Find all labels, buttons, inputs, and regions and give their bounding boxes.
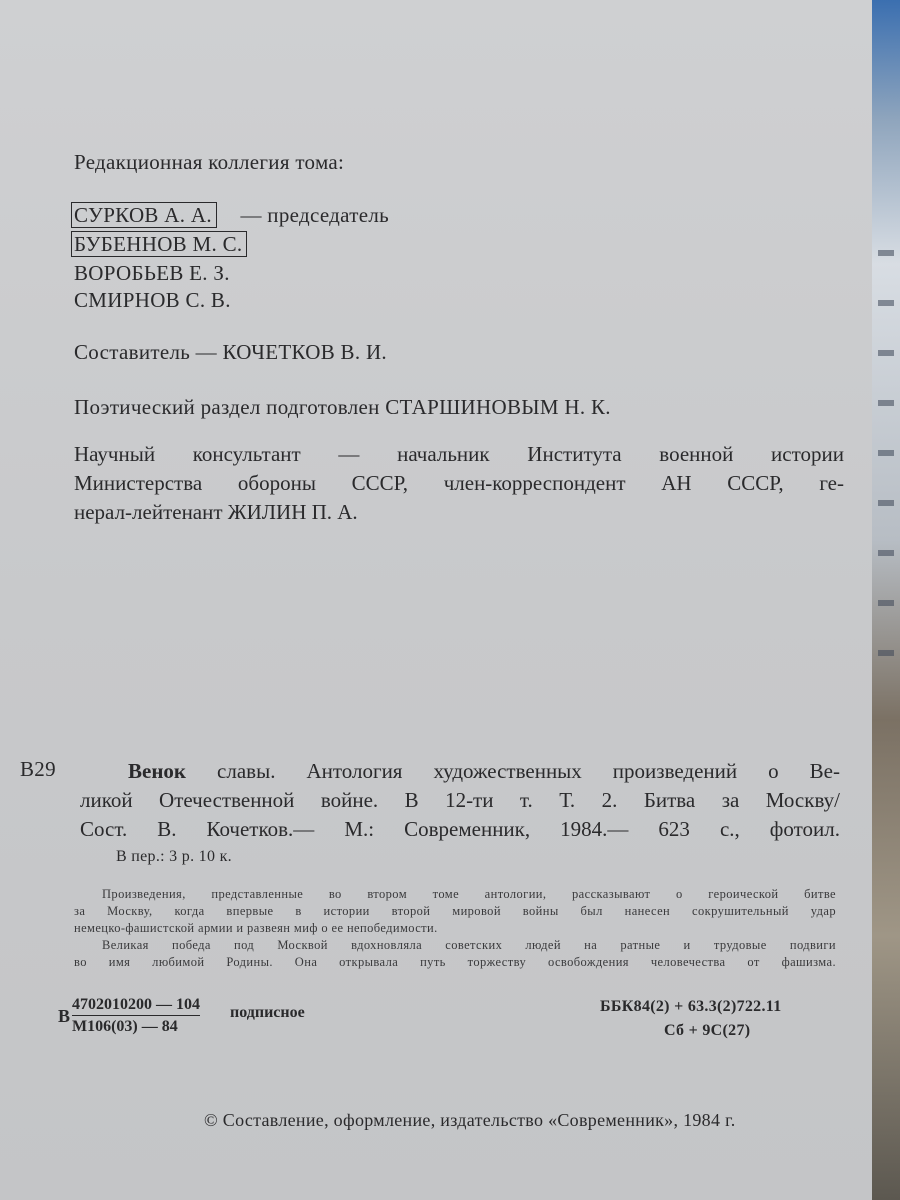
board-member-name: БУБЕННОВ М. С. — [71, 231, 247, 257]
catalog-entry — [80, 757, 840, 844]
annotation-p2-line-1: Великая победа под Москвой вдохновляла советских людей на ратные и трудовые подвиги — [102, 938, 836, 952]
index-numerator: 4702010200 — 104 — [72, 996, 200, 1016]
index-denominator: М106(03) — 84 — [72, 1018, 178, 1035]
poetry-section-line: Поэтический раздел подготовлен СТАРШИНОВЫМ Н. К. — [74, 395, 611, 419]
annotation-p1-line-1: Произведения, представленные во втором томе антологии, рассказывают о героической битве — [102, 887, 836, 901]
annotation — [74, 886, 836, 971]
background-photo-edge — [872, 0, 900, 1200]
index-label: подписное — [230, 1004, 305, 1021]
board-member-2 — [74, 232, 247, 257]
annotation-p1-line-3: немецко-фашистской армии и развеян миф о ее непобедимости. — [74, 921, 438, 935]
board-member-name: СУРКОВ А. А. — [71, 202, 217, 228]
board-member-3: ВОРОБЬЕВ Е. З. — [74, 261, 230, 285]
price-line: В пер.: 3 р. 10 к. — [116, 848, 232, 865]
catalog-code: В29 — [20, 757, 56, 781]
annotation-p2-line-2: во имя любимой Родины. Она открывала путь торжеству освобождения человечества от фашизма. — [74, 955, 836, 969]
copyright-line: © Составление, оформление, издательство «Современник», 1984 г. — [204, 1110, 736, 1130]
index-prefix: В — [58, 1006, 71, 1026]
consultant-line-1: Научный консультант — начальник Института военной истории — [74, 442, 844, 466]
catalog-line-1-rest: славы. Антология художественных произведений о Ве- — [186, 759, 840, 783]
catalog-line-3: Сост. В. Кочетков.— М.: Современник, 1984.— 623 с., фотоил. — [80, 817, 840, 841]
bbk-line-2: Сб + 9С(27) — [664, 1022, 751, 1039]
consultant-line-3: нерал-лейтенант ЖИЛИН П. А. — [74, 500, 358, 524]
compiler-line: Составитель — КОЧЕТКОВ В. И. — [74, 340, 387, 364]
catalog-line-2: ликой Отечественной войне. В 12-ти т. Т. 2. Битва за Москву/ — [80, 788, 840, 812]
consultant-line-2: Министерства обороны СССР, член-корреспондент АН СССР, ге- — [74, 471, 844, 495]
bbk-line: ББК84(2) + 63.3(2)722.11 — [600, 998, 782, 1015]
board-member-role: — председатель — [240, 203, 389, 227]
annotation-p1-line-2: за Москву, когда впервые в истории второй мировой войны был нанесен сокрушительный удар — [74, 904, 836, 918]
board-member-4: СМИРНОВ С. В. — [74, 288, 231, 312]
editorial-board-heading: Редакционная коллегия тома: — [74, 150, 345, 174]
board-member-1 — [74, 203, 389, 228]
consultant-block — [74, 440, 844, 527]
catalog-title-bold: Венок — [128, 759, 187, 783]
catalog-line-1 — [128, 757, 840, 786]
